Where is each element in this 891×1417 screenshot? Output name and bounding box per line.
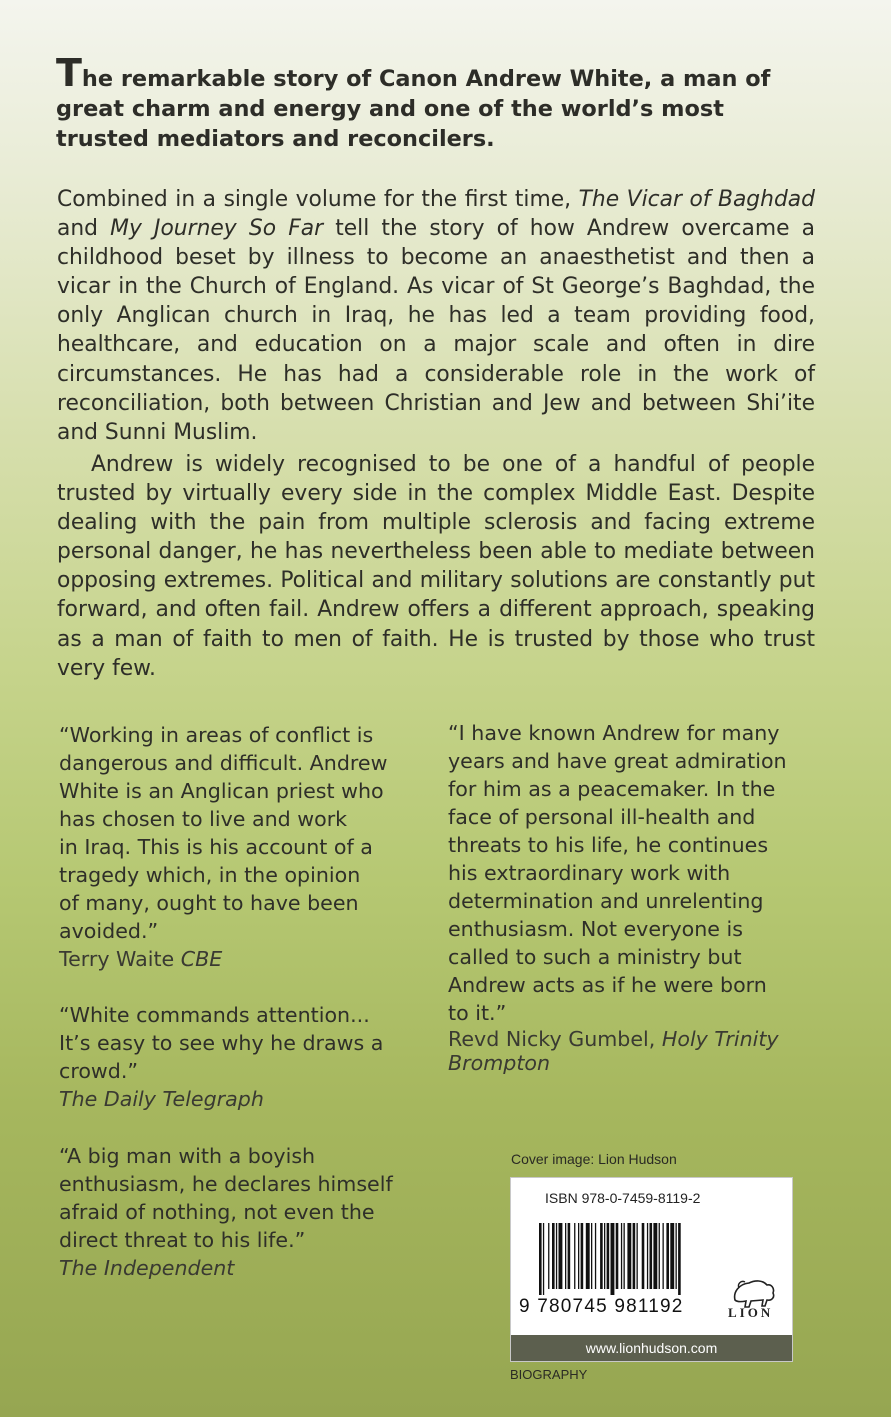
quote-attribution: The Daily Telegraph bbox=[59, 1087, 264, 1111]
barcode-bar bbox=[621, 1223, 622, 1289]
barcode-bar bbox=[543, 1223, 544, 1295]
barcode-bar bbox=[565, 1223, 566, 1289]
barcode-bar bbox=[678, 1223, 681, 1295]
description-paragraph-1: Combined in a single volume for the first time, The Vicar of Baghdad and My Journey So Far tell the story of how Andrew overcame a childhood beset by illness to become an anaesthetist and then a vicar in the Church of England. As vicar of St George’s Baghdad, the only Anglican church in Iraq, he has led a team providing food, healthcare, and education on a major scale and often in dire circumstances. He has had a considerable role in the work of reconciliation, both between Christian and Jew and between Shi’ite and Sunni Muslim. bbox=[57, 187, 815, 445]
intro-text: he remarkable story of Canon Andrew White, a man of great charm and energy and one of the world’s most trusted mediators and reconcilers. bbox=[56, 66, 771, 152]
quote-line: afraid of nothing, not even the bbox=[59, 1200, 375, 1224]
quote-line: face of personal ill-health and bbox=[448, 805, 756, 829]
barcode-bar bbox=[659, 1223, 660, 1289]
description-paragraph-2: Andrew is widely recognised to be one of a handful of people trusted by virtually every side in the complex Middle East. Despite dealing with the pain from multiple sclerosis and facing extreme personal danger, he has nevertheless been able to mediate between opposing extremes. Political and military solutions are constantly put forward, and often fail. Andrew offers a different approach, speaking as a man of faith to men of faith. He is trusted by those who trust very few. bbox=[57, 452, 815, 681]
quote-attribution: The Independent bbox=[59, 1256, 235, 1280]
barcode-bar bbox=[633, 1223, 636, 1289]
quote-line: dangerous and difficult. Andrew bbox=[59, 751, 388, 775]
quote-line: years and have great admiration bbox=[448, 749, 787, 773]
book-title-my-journey-so-far: My Journey So Far bbox=[110, 216, 324, 242]
endorsement-the-independent bbox=[59, 1142, 429, 1282]
quote-line: in Iraq. This is his account of a bbox=[59, 835, 373, 859]
quote-line: determination and unrelenting bbox=[448, 889, 764, 913]
quote-line: tragedy which, in the opinion bbox=[59, 863, 361, 887]
quote-line: “White commands attention... bbox=[59, 1003, 370, 1027]
intro-statement bbox=[56, 51, 816, 154]
barcode-bar bbox=[539, 1223, 542, 1295]
barcode-digits: 9 780745 981192 bbox=[519, 1296, 684, 1317]
barcode-bar bbox=[627, 1223, 631, 1289]
barcode-bar bbox=[624, 1223, 625, 1289]
barcode-bar bbox=[663, 1223, 664, 1289]
quote-line: White is an Anglican priest who bbox=[59, 779, 384, 803]
quote-line: crowd.” bbox=[59, 1059, 139, 1083]
quote-line: of many, ought to have been bbox=[59, 891, 359, 915]
barcode-bar bbox=[600, 1223, 603, 1289]
book-title-vicar-of-baghdad: The Vicar of Baghdad bbox=[578, 187, 815, 212]
isbn-number: ISBN 978-0-7459-8119-2 bbox=[545, 1190, 701, 1206]
publisher-website: www.lionhudson.com bbox=[511, 1335, 792, 1361]
barcode-bar bbox=[616, 1223, 619, 1289]
quote-line: “Working in areas of conflict is bbox=[59, 723, 374, 747]
barcode-bar bbox=[607, 1223, 610, 1289]
barcode-bar bbox=[568, 1223, 571, 1289]
book-category: BIOGRAPHY bbox=[510, 1367, 588, 1382]
quote-line: has chosen to live and work bbox=[59, 807, 348, 831]
quote-line: enthusiasm. Not everyone is bbox=[448, 917, 743, 941]
publisher-logo-text: LION bbox=[728, 1305, 774, 1320]
barcode-bar bbox=[548, 1223, 549, 1289]
endorsement-daily-telegraph bbox=[59, 1001, 419, 1113]
barcode-bar bbox=[676, 1223, 677, 1289]
barcode-bar bbox=[647, 1223, 648, 1289]
barcode-bar bbox=[556, 1223, 557, 1289]
quote-line: direct threat to his life.” bbox=[59, 1228, 306, 1252]
quote-line: threats to his life, he continues bbox=[448, 833, 769, 857]
barcode-bar bbox=[552, 1223, 555, 1289]
barcode-bar bbox=[637, 1223, 638, 1289]
barcode-bar bbox=[559, 1223, 563, 1289]
barcode-bar bbox=[591, 1223, 592, 1289]
endorsement-terry-waite bbox=[59, 721, 429, 973]
quote-line: It’s easy to see why he draws a bbox=[59, 1031, 384, 1055]
quote-line: called to such a ministry but bbox=[448, 945, 742, 969]
barcode-bar bbox=[574, 1223, 575, 1289]
quote-line: for him as a peacemaker. In the bbox=[448, 777, 776, 801]
cover-image-credit: Cover image: Lion Hudson bbox=[511, 1151, 677, 1167]
quote-line: “I have known Andrew for many bbox=[448, 721, 780, 745]
barcode-icon bbox=[539, 1223, 719, 1295]
quote-attribution: Revd Nicky Gumbel, Holy Trinity Brompton bbox=[448, 1027, 779, 1075]
isbn-barcode-panel bbox=[510, 1177, 793, 1362]
quote-attribution: Terry Waite CBE bbox=[59, 947, 223, 971]
barcode-bar bbox=[653, 1223, 657, 1289]
barcode-bar bbox=[670, 1223, 674, 1289]
quote-line: enthusiasm, he declares himself bbox=[59, 1172, 393, 1196]
endorsement-nicky-gumbel bbox=[448, 719, 828, 1075]
quote-line: to it.” bbox=[448, 1001, 507, 1025]
barcode-bar bbox=[611, 1223, 615, 1295]
drop-cap: T bbox=[56, 51, 82, 95]
barcode-bar bbox=[595, 1223, 596, 1289]
barcode-bar bbox=[581, 1223, 584, 1289]
barcode-bar bbox=[650, 1223, 653, 1289]
quote-line: his extraordinary work with bbox=[448, 861, 731, 885]
barcode-bar bbox=[666, 1223, 669, 1289]
quote-line: “A big man with a boyish bbox=[59, 1144, 316, 1168]
barcode-bar bbox=[578, 1223, 579, 1289]
quote-line: Andrew acts as if he were born bbox=[448, 973, 767, 997]
barcode-bar bbox=[586, 1223, 590, 1289]
barcode-bar bbox=[642, 1223, 645, 1289]
quote-line: avoided.” bbox=[59, 919, 159, 943]
barcode-bar bbox=[604, 1223, 605, 1289]
